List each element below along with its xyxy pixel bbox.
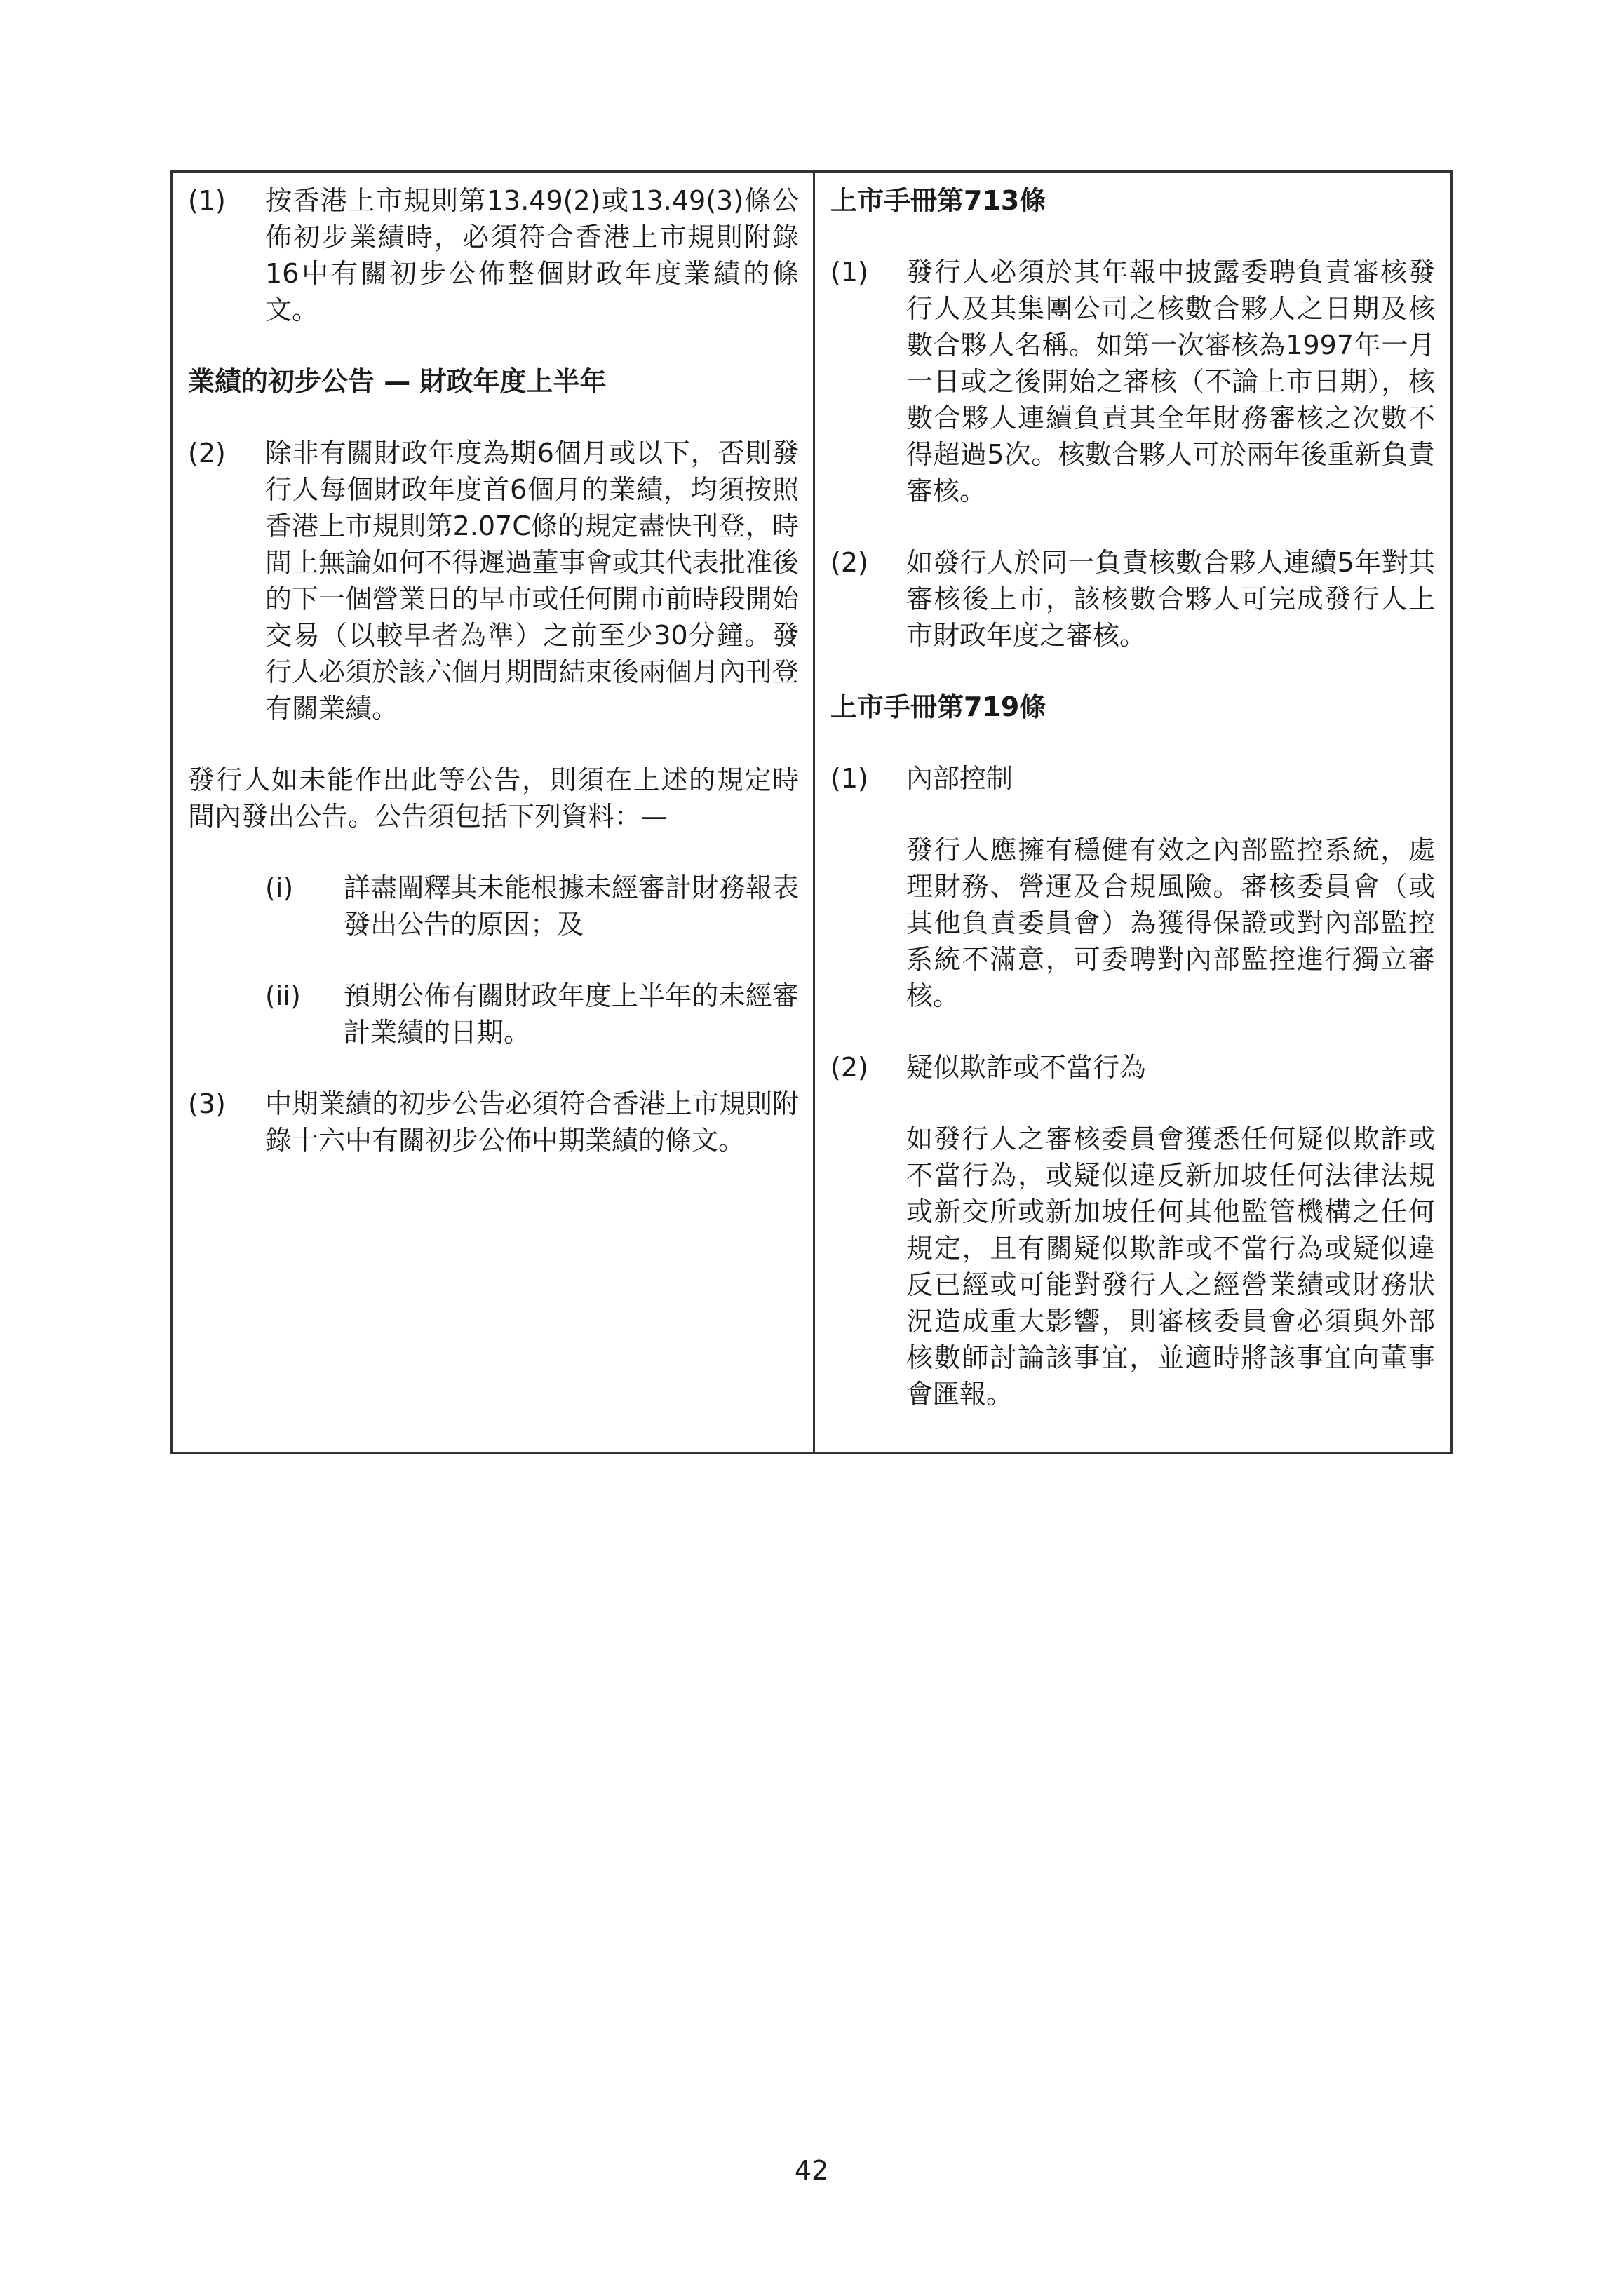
section-heading: 業績的初步公告 — 財政年度上半年 [188, 366, 607, 397]
paragraph: 發行人如未能作出此等公告，則須在上述的規定時間內發出公告。公告須包括下列資料：— [188, 764, 799, 832]
item-text: 如發行人之審核委員會獲悉任何疑似欺詐或不當行為，或疑似違反新加坡任何法律法規或新交所或新加坡任何其他監管機構之任何規定，且有關疑似欺詐或不當行為或疑似違反已經或可能對發行人之經營業績或財務狀況造成重大影響，則審核委員會必須與外部核數師討論該事宜，並適時將該事宜向董事會匯報。 [906, 1123, 1435, 1410]
section-heading-719: 上市手冊第719條 [830, 691, 1046, 722]
sub-item-text: 預期公佈有關財政年度上半年的未經審計業績的日期。 [344, 980, 799, 1048]
item-text: 如發行人於同一負責核數合夥人連續5年對其審核後上市，該核數合夥人可完成發行人上市財政年度之審核。 [906, 547, 1435, 651]
item-title: 內部控制 [906, 763, 1013, 794]
item-number: (1) [830, 257, 868, 288]
item-text: 發行人應擁有穩健有效之內部監控系統，處理財務、營運及合規風險。審核委員會（或其他負責委員會）為獲得保證或對內部監控系統不滿意，可委聘對內部監控進行獨立審核。 [906, 835, 1435, 1011]
right-item-3 [830, 760, 1435, 797]
right-item-2 [830, 544, 1435, 654]
right-item-1 [830, 254, 1435, 509]
right-item-4 [830, 1049, 1435, 1086]
comparison-table [170, 170, 1453, 1454]
item-text: 按香港上市規則第13.49(2)或13.49(3)條公佈初步業績時，必須符合香港上市規則附錄16中有關初步公佈整個財政年度業績的條文。 [265, 185, 799, 325]
item-number: (1) [830, 763, 868, 794]
sub-item-text: 詳盡闡釋其未能根據未經審計財務報表發出公告的原因；及 [344, 872, 799, 940]
item-text: 發行人必須於其年報中披露委聘負責審核發行人及其集團公司之核數合夥人之日期及核數合夥人名稱。如第一次審核為1997年一月一日或之後開始之審核（不論上市日期），核數合夥人連續負責其全年財務審核之次數不得超過5次。核數合夥人可於兩年後重新負責審核。 [906, 257, 1435, 506]
item-number: (2) [830, 1052, 868, 1083]
right-column [815, 173, 1450, 1452]
item-number: (3) [188, 1088, 226, 1119]
left-item-3 [188, 1086, 799, 1159]
sub-item-ii [188, 978, 799, 1051]
item-title: 疑似欺詐或不當行為 [906, 1052, 1147, 1083]
left-item-1 [188, 182, 799, 328]
section-heading-713: 上市手冊第713條 [830, 185, 1046, 216]
left-item-2 [188, 435, 799, 727]
item-text: 中期業績的初步公告必須符合香港上市規則附錄十六中有關初步公佈中期業績的條文。 [265, 1088, 799, 1156]
item-number: (2) [188, 438, 226, 468]
sub-item-number: (ii) [265, 980, 301, 1011]
sub-item-number: (i) [265, 872, 294, 903]
left-column [173, 173, 813, 1452]
sub-item-i [188, 870, 799, 943]
page-number: 42 [794, 2155, 829, 2186]
item-number: (1) [188, 185, 226, 216]
item-text: 除非有關財政年度為期6個月或以下，否則發行人每個財政年度首6個月的業績，均須按照香港上市規則第2.07C條的規定盡快刊登，時間上無論如何不得遲過董事會或其代表批准後的下一個營業日的早市或任何開市前時段開始交易（以較早者為準）之前至少30分鐘。發行人必須於該六個月期間結束後兩個月內刊登有關業績。 [265, 438, 799, 724]
item-number: (2) [830, 547, 868, 578]
